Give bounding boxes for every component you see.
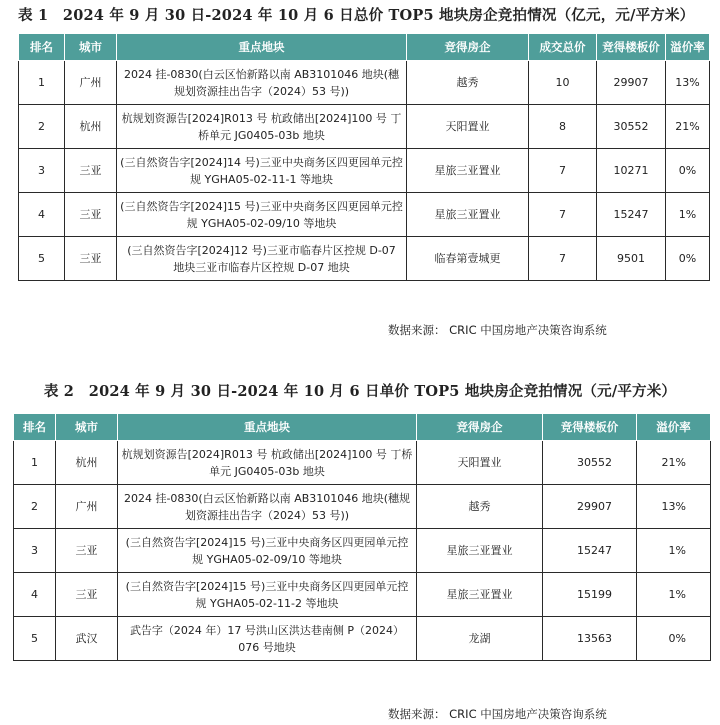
table1-body — [19, 61, 710, 281]
table1-header-premium: 溢价率 — [666, 34, 710, 61]
table2-cell-developer: 星旅三亚置业 — [417, 573, 543, 617]
table2-header-rank: 排名 — [14, 414, 56, 441]
table2-row — [14, 441, 711, 485]
table2-cell-city: 广州 — [56, 485, 118, 529]
table1-cell-city: 三亚 — [65, 237, 117, 281]
table2-cell-rank: 1 — [14, 441, 56, 485]
table2-cell-premium: 0% — [637, 617, 711, 661]
table1-cell-premium: 1% — [666, 193, 710, 237]
table1-row — [19, 61, 710, 105]
table2-cell-floor-price: 29907 — [543, 485, 637, 529]
table2-header-premium: 溢价率 — [637, 414, 711, 441]
table1-cell-rank: 2 — [19, 105, 65, 149]
table1-cell-rank: 1 — [19, 61, 65, 105]
table1-cell-city: 三亚 — [65, 193, 117, 237]
table2-header-city: 城市 — [56, 414, 118, 441]
table2-header-developer: 竞得房企 — [417, 414, 543, 441]
table2-cell-city: 武汉 — [56, 617, 118, 661]
table1-cell-rank: 3 — [19, 149, 65, 193]
table2-cell-city: 三亚 — [56, 529, 118, 573]
table1-cell-premium: 21% — [666, 105, 710, 149]
table2-cell-premium: 21% — [637, 441, 711, 485]
table1-source: 数据来源： CRIC 中国房地产决策咨询系统 — [388, 323, 607, 337]
table2-cell-floor-price: 30552 — [543, 441, 637, 485]
table2-cell-rank: 5 — [14, 617, 56, 661]
table1-header-plot: 重点地块 — [117, 34, 407, 61]
table1-cell-city: 杭州 — [65, 105, 117, 149]
table1-cell-premium: 13% — [666, 61, 710, 105]
table1 — [18, 33, 710, 281]
table2-cell-plot: (三自然资告字[2024]15 号)三亚中央商务区四更园单元控规 YGHA05-02-09/10 等地块 — [118, 529, 417, 573]
table2-header-floor-price: 竞得楼板价 — [543, 414, 637, 441]
table1-cell-floor-price: 10271 — [597, 149, 666, 193]
table2-cell-floor-price: 15199 — [543, 573, 637, 617]
table2-cell-floor-price: 13563 — [543, 617, 637, 661]
table2 — [13, 413, 711, 661]
table1-cell-floor-price: 15247 — [597, 193, 666, 237]
table2-cell-floor-price: 15247 — [543, 529, 637, 573]
table1-cell-total-price: 10 — [529, 61, 597, 105]
table2-cell-city: 杭州 — [56, 441, 118, 485]
table1-row — [19, 105, 710, 149]
table1-cell-developer: 越秀 — [407, 61, 529, 105]
table1-cell-developer: 星旅三亚置业 — [407, 149, 529, 193]
table1-cell-plot: (三自然资告字[2024]14 号)三亚中央商务区四更园单元控规 YGHA05-02-11-1 等地块 — [117, 149, 407, 193]
table2-cell-premium: 1% — [637, 573, 711, 617]
table2-cell-premium: 1% — [637, 529, 711, 573]
table1-cell-premium: 0% — [666, 237, 710, 281]
table1-cell-floor-price: 30552 — [597, 105, 666, 149]
table2-body — [14, 441, 711, 661]
table2-source: 数据来源： CRIC 中国房地产决策咨询系统 — [388, 707, 607, 721]
table1-cell-floor-price: 29907 — [597, 61, 666, 105]
table1-row — [19, 149, 710, 193]
table2-row — [14, 617, 711, 661]
table1-cell-developer: 天阳置业 — [407, 105, 529, 149]
table2-header-row — [14, 414, 711, 441]
table1-cell-plot: (三自然资告字[2024]12 号)三亚市临春片区控规 D-07 地块三亚市临春片区控规 D-07 地块 — [117, 237, 407, 281]
table1-row — [19, 193, 710, 237]
table1-cell-rank: 4 — [19, 193, 65, 237]
table1-cell-city: 三亚 — [65, 149, 117, 193]
table1-cell-city: 广州 — [65, 61, 117, 105]
table2-cell-city: 三亚 — [56, 573, 118, 617]
table1-cell-floor-price: 9501 — [597, 237, 666, 281]
table1-header-city: 城市 — [65, 34, 117, 61]
table1-cell-total-price: 8 — [529, 105, 597, 149]
table2-cell-rank: 3 — [14, 529, 56, 573]
table1-header-total-price: 成交总价 — [529, 34, 597, 61]
table2-cell-developer: 星旅三亚置业 — [417, 529, 543, 573]
table1-header-row — [19, 34, 710, 61]
table2-row — [14, 485, 711, 529]
table1-cell-plot: 2024 挂-0830(白云区怡新路以南 AB3101046 地块(穗规划资源挂出告字（2024）53 号)) — [117, 61, 407, 105]
table2-cell-developer: 天阳置业 — [417, 441, 543, 485]
table1-cell-total-price: 7 — [529, 237, 597, 281]
table2-cell-premium: 13% — [637, 485, 711, 529]
table2-cell-plot: 杭规划资源告[2024]R013 号 杭政储出[2024]100 号 丁桥单元 JG0405-03b 地块 — [118, 441, 417, 485]
table2-cell-rank: 4 — [14, 573, 56, 617]
table2-title: 表 2 2024 年 9 月 30 日-2024 年 10 月 6 日单价 TOP5 地块房企竞拍情况（元/平方米） — [43, 383, 677, 400]
table2-cell-plot: 2024 挂-0830(白云区怡新路以南 AB3101046 地块(穗规划资源挂出告字（2024）53 号)) — [118, 485, 417, 529]
table1-header-floor-price: 竞得楼板价 — [597, 34, 666, 61]
table1-cell-total-price: 7 — [529, 193, 597, 237]
table1-cell-plot: 杭规划资源告[2024]R013 号 杭政储出[2024]100 号 丁桥单元 JG0405-03b 地块 — [117, 105, 407, 149]
table2-cell-plot: (三自然资告字[2024]15 号)三亚中央商务区四更园单元控规 YGHA05-02-11-2 等地块 — [118, 573, 417, 617]
table1-cell-developer: 临春第壹城更 — [407, 237, 529, 281]
table1-cell-developer: 星旅三亚置业 — [407, 193, 529, 237]
table1-row — [19, 237, 710, 281]
table2-cell-rank: 2 — [14, 485, 56, 529]
table1-title: 表 1 2024 年 9 月 30 日-2024 年 10 月 6 日总价 TOP5 地块房企竞拍情况（亿元，元/平方米） — [18, 7, 695, 24]
table1-header-developer: 竞得房企 — [407, 34, 529, 61]
table2-header-plot: 重点地块 — [118, 414, 417, 441]
table1-cell-plot: (三自然资告字[2024]15 号)三亚中央商务区四更园单元控规 YGHA05-02-09/10 等地块 — [117, 193, 407, 237]
table1-cell-rank: 5 — [19, 237, 65, 281]
table2-row — [14, 573, 711, 617]
table2-cell-developer: 龙湖 — [417, 617, 543, 661]
table1-cell-premium: 0% — [666, 149, 710, 193]
table1-cell-total-price: 7 — [529, 149, 597, 193]
table2-cell-plot: 武告字（2024 年）17 号洪山区洪达巷南侧 P（2024）076 号地块 — [118, 617, 417, 661]
table2-row — [14, 529, 711, 573]
table2-cell-developer: 越秀 — [417, 485, 543, 529]
table1-header-rank: 排名 — [19, 34, 65, 61]
